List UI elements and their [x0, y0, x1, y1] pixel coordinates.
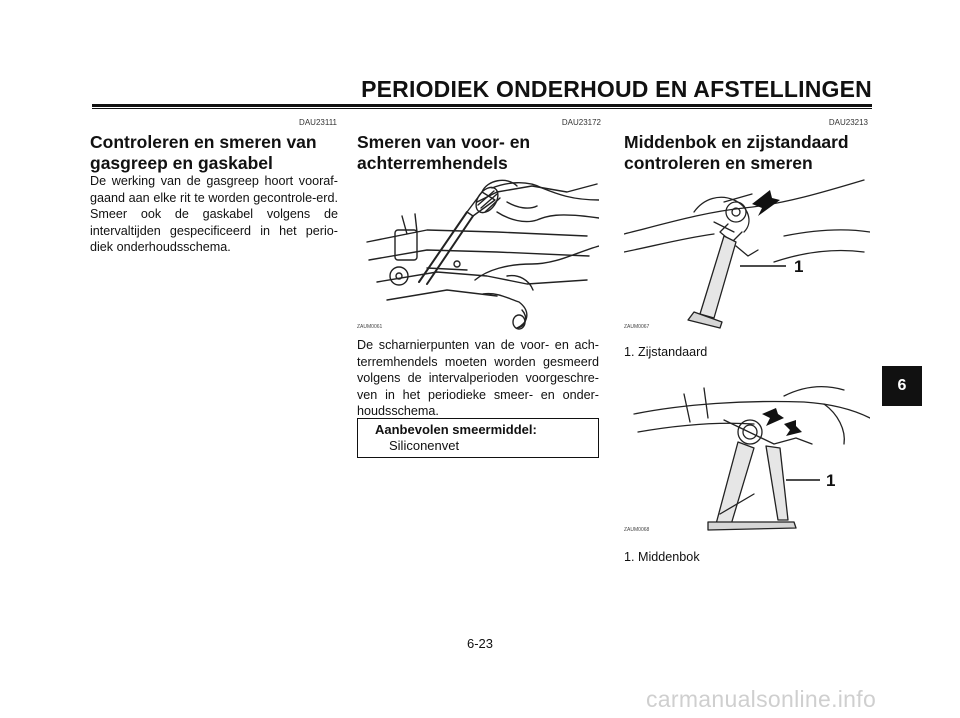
section-body: De werking van de gasgreep hoort vooraf-gaand aan elke rit te worden gecontrole-erd. Smeer ook de gaskabel volgens de intervaltijden gespecificeerd in het perio-diek onderhoudsschema. — [90, 174, 338, 255]
section-heading: Smeren van voor- en achterremhendels — [357, 132, 531, 173]
section-heading: Controleren en smeren van gasgreep en gaskabel — [90, 132, 317, 173]
section-heading: Middenbok en zijstandaard controleren en smeren — [624, 132, 849, 173]
figure-code: ZAUM0061 — [357, 324, 383, 330]
page-number: 6-23 — [466, 636, 494, 651]
figure-code: ZAUM0067 — [624, 324, 650, 330]
section-code: DAU23111 — [299, 118, 337, 127]
lubricant-note-box — [357, 418, 599, 458]
figure-code: ZAUM0068 — [624, 527, 650, 533]
section-body: De scharnierpunten van de voor- en ach-terremhendels moeten worden gesmeerd volgens de intervalperioden voorgeschre-ven in het periodieke smeer- en onder-houdsschema. — [357, 338, 599, 419]
centerstand-illustration — [624, 374, 870, 534]
note-title: Aanbevolen smeermiddel: — [375, 422, 537, 437]
chapter-tab: 6 — [882, 366, 922, 406]
header-rule-thin — [92, 108, 872, 109]
sidestand-illustration — [624, 172, 870, 332]
section-code: DAU23172 — [561, 118, 601, 127]
header-rule — [92, 104, 872, 107]
figure-callout-number: 1 — [794, 257, 804, 276]
watermark: carmanualsonline.info — [646, 686, 877, 712]
note-value: Siliconenvet — [389, 438, 460, 453]
section-code: DAU23213 — [828, 118, 868, 127]
figure-caption: 1. Zijstandaard — [624, 345, 708, 359]
figure-caption: 1. Middenbok — [624, 550, 700, 564]
page-header-title: PERIODIEK ONDERHOUD EN AFSTELLINGEN — [361, 76, 872, 102]
figure-callout-number: 1 — [826, 471, 836, 490]
lever-lubrication-illustration — [357, 172, 599, 332]
